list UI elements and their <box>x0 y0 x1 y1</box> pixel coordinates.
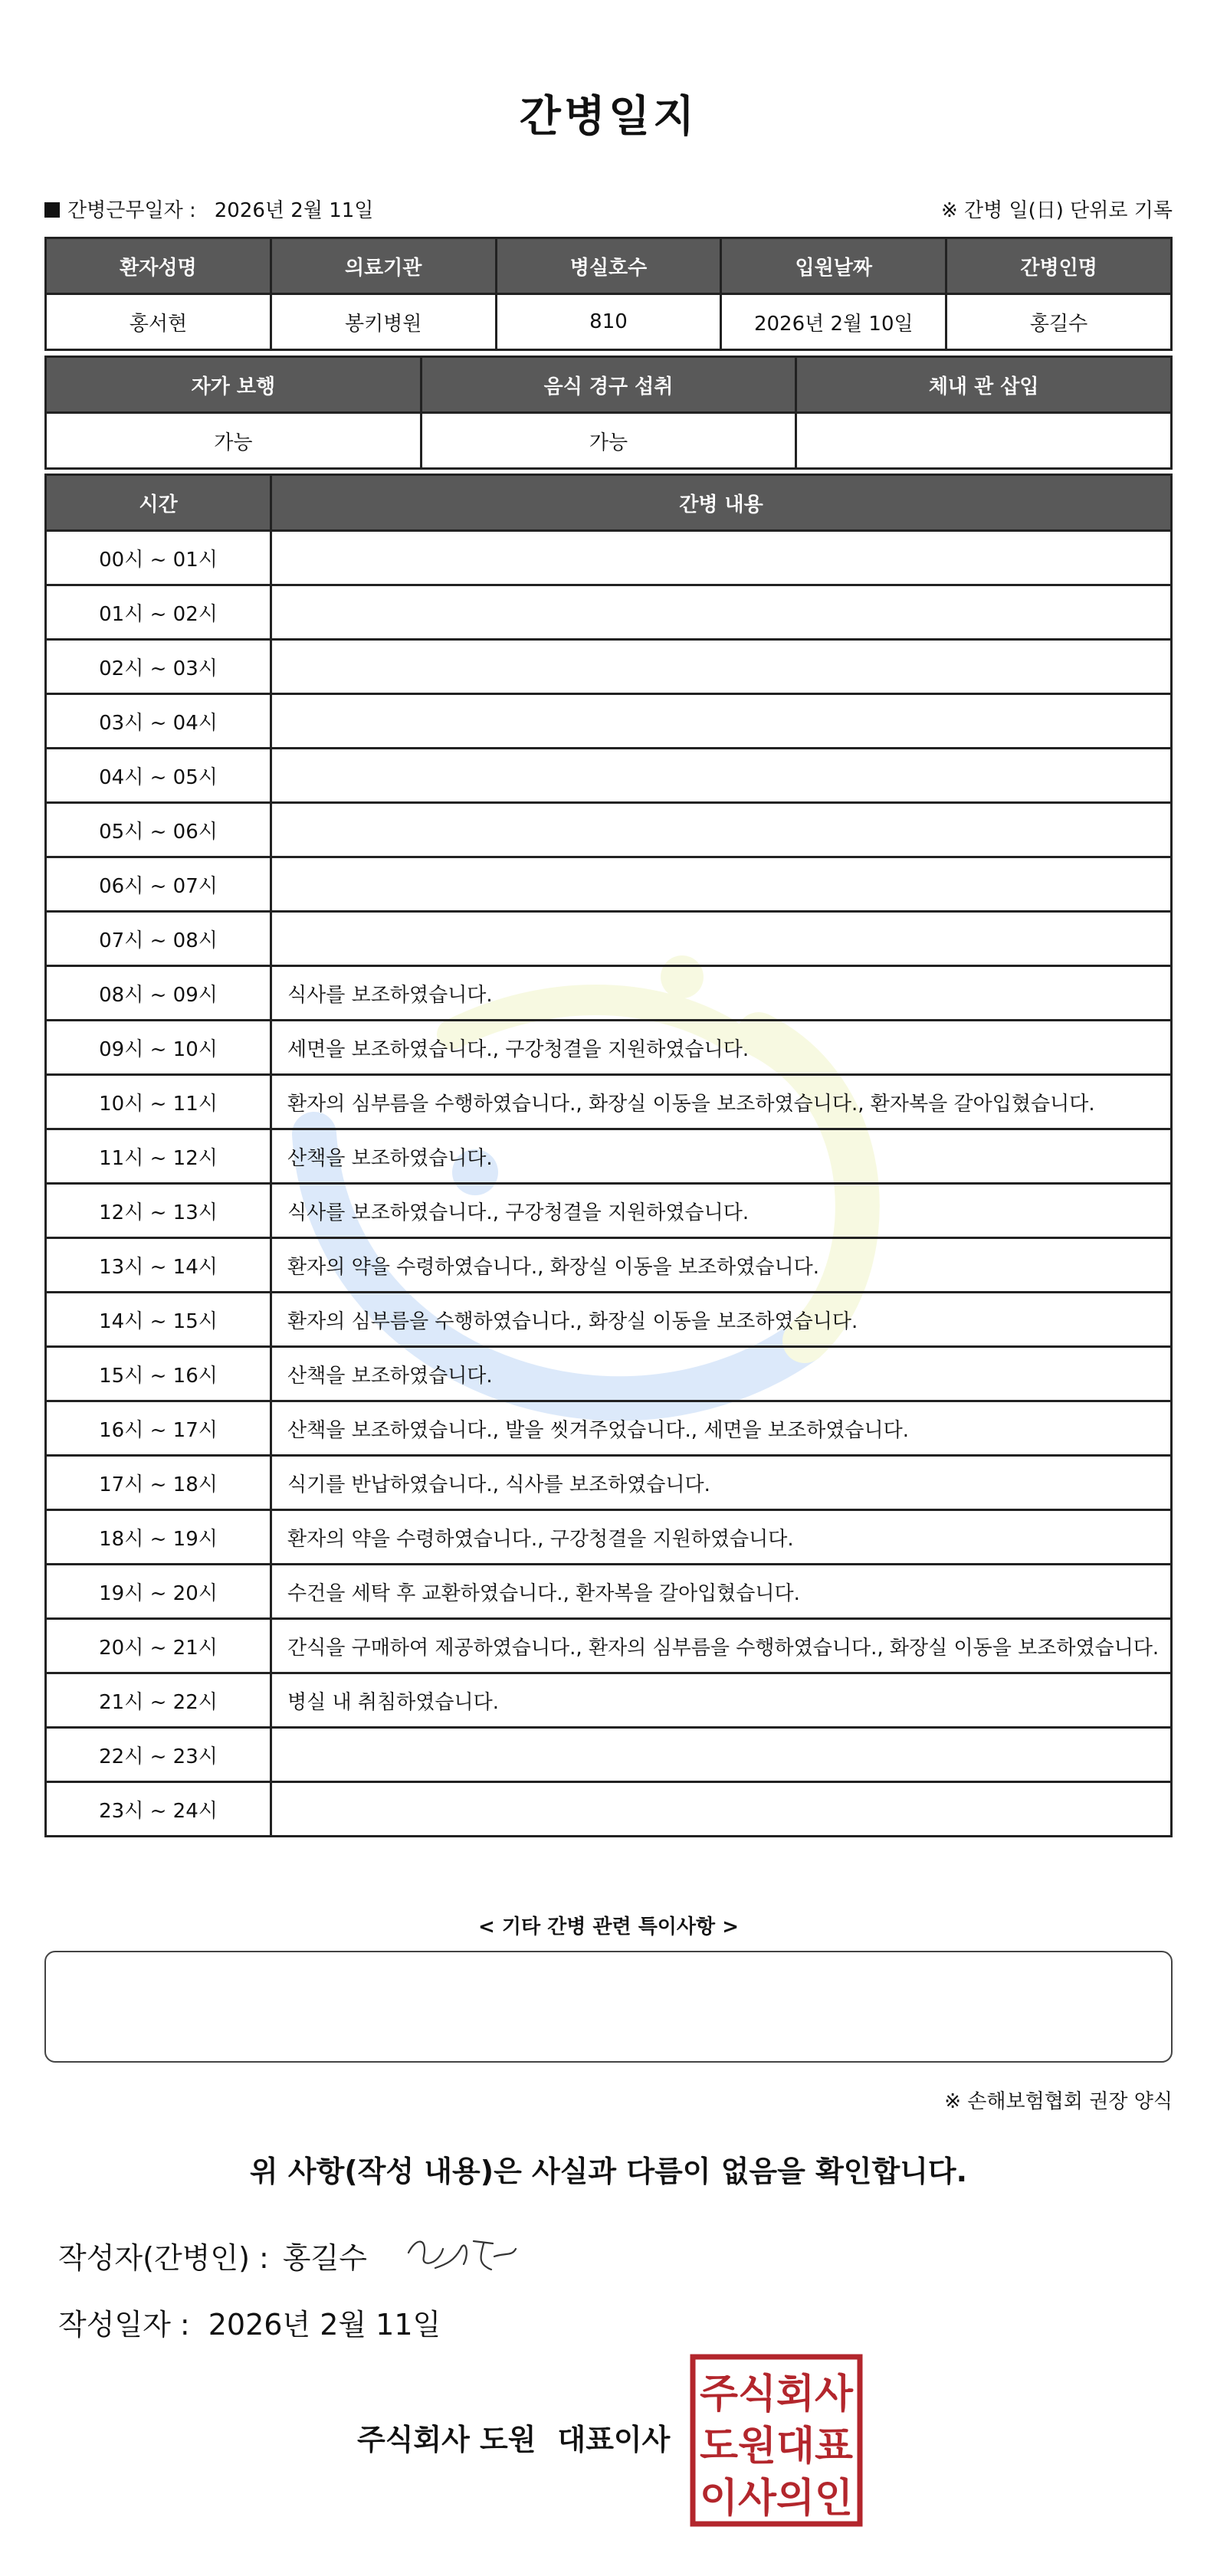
care-log-content: 간식을 구매하여 제공하였습니다., 환자의 심부름을 수행하였습니다., 화장실 이동을 보조하였습니다. <box>271 1619 1172 1673</box>
writer-label: 작성자(간병인) : <box>58 2241 269 2275</box>
care-log-time: 20시 ~ 21시 <box>46 1619 271 1673</box>
care-log-content: 환자의 심부름을 수행하였습니다., 화장실 이동을 보조하였습니다., 환자복을 갈아입혔습니다. <box>271 1075 1172 1129</box>
care-log-row <box>46 912 1172 966</box>
care-log-time: 18시 ~ 19시 <box>46 1510 271 1565</box>
writer-name: 홍길수 <box>282 2241 367 2275</box>
special-notes-box <box>44 1951 1173 2063</box>
care-log-time: 23시 ~ 24시 <box>46 1782 271 1837</box>
care-log-row <box>46 1401 1172 1456</box>
confirmation-statement: 위 사항(작성 내용)은 사실과 다름이 없음을 확인합니다. <box>249 2155 968 2188</box>
care-log-time: 09시 ~ 10시 <box>46 1021 271 1075</box>
header-care-content: 간병 내용 <box>271 475 1172 531</box>
written-date-label: 작성일자 : <box>58 2308 190 2342</box>
patient-status-header-row <box>46 357 1172 413</box>
care-log-row <box>46 531 1172 585</box>
care-log-content <box>271 857 1172 912</box>
record-unit-note: ※ 간병 일(日) 단위로 기록 <box>940 199 1173 222</box>
company-seal-stamp <box>688 2352 864 2528</box>
header-time: 시간 <box>46 475 271 531</box>
walking-status: 가능 <box>46 413 422 469</box>
written-date-line <box>58 2301 441 2343</box>
care-log-row <box>46 640 1172 694</box>
care-log-time: 14시 ~ 15시 <box>46 1293 271 1347</box>
care-log-time: 12시 ~ 13시 <box>46 1184 271 1238</box>
care-log-time: 03시 ~ 04시 <box>46 694 271 749</box>
care-log-content: 산책을 보조하였습니다. <box>271 1129 1172 1184</box>
care-log-content <box>271 803 1172 857</box>
care-log-time: 01시 ~ 02시 <box>46 585 271 640</box>
care-log-content <box>271 1728 1172 1782</box>
handwritten-signature <box>401 2222 523 2283</box>
care-log-time: 21시 ~ 22시 <box>46 1673 271 1728</box>
company-name: 주식회사 도원 <box>357 2423 536 2456</box>
care-log-time: 04시 ~ 05시 <box>46 749 271 803</box>
care-log-time: 10시 ~ 11시 <box>46 1075 271 1129</box>
header-patient-name: 환자성명 <box>46 238 271 294</box>
care-log-content <box>271 585 1172 640</box>
work-date-label: 간병근무일자 : <box>67 199 196 222</box>
special-notes-title: < 기타 간병 관련 특이사항 > <box>478 1916 739 1939</box>
care-log-row <box>46 803 1172 857</box>
patient-status-value-row <box>46 413 1172 469</box>
care-log-row <box>46 694 1172 749</box>
seal-row-2: 도원대표 <box>700 2424 853 2469</box>
care-log-time: 05시 ~ 06시 <box>46 803 271 857</box>
writer-line <box>58 2234 367 2276</box>
care-log-content <box>271 694 1172 749</box>
care-log-content <box>271 640 1172 694</box>
header-tube-insertion: 체내 관 삽입 <box>796 357 1172 413</box>
care-log-row <box>46 749 1172 803</box>
care-log-row <box>46 1565 1172 1619</box>
care-log-content: 환자의 약을 수령하였습니다., 화장실 이동을 보조하였습니다. <box>271 1238 1172 1293</box>
recommended-form-note: ※ 손해보험협회 권장 양식 <box>944 2090 1173 2113</box>
seal-row-3: 이사의인 <box>700 2476 853 2522</box>
seal-row-1: 주식회사 <box>700 2371 854 2417</box>
care-log-row <box>46 1184 1172 1238</box>
care-log-content: 식사를 보조하였습니다., 구강청결을 지원하였습니다. <box>271 1184 1172 1238</box>
hospital-name: 봉키병원 <box>271 294 496 350</box>
care-log-time: 07시 ~ 08시 <box>46 912 271 966</box>
care-log-content <box>271 912 1172 966</box>
square-bullet-icon <box>44 202 60 218</box>
care-log-time: 15시 ~ 16시 <box>46 1347 271 1401</box>
care-log-row <box>46 1673 1172 1728</box>
company-line <box>357 2416 670 2458</box>
care-log-row <box>46 1347 1172 1401</box>
care-log-row <box>46 1510 1172 1565</box>
care-log-time: 06시 ~ 07시 <box>46 857 271 912</box>
care-log-content: 식기를 반납하였습니다., 식사를 보조하였습니다. <box>271 1456 1172 1510</box>
header-oral-intake: 음식 경구 섭취 <box>421 357 796 413</box>
room-number: 810 <box>496 294 721 350</box>
care-log-time: 08시 ~ 09시 <box>46 966 271 1021</box>
care-log-content: 산책을 보조하였습니다. <box>271 1347 1172 1401</box>
tube-insertion-status <box>796 413 1172 469</box>
care-log-content: 환자의 약을 수령하였습니다., 구강청결을 지원하였습니다. <box>271 1510 1172 1565</box>
written-date-value: 2026년 2월 11일 <box>208 2308 441 2342</box>
patient-name: 홍서현 <box>46 294 271 350</box>
care-log-row <box>46 1782 1172 1837</box>
care-log-row <box>46 1728 1172 1782</box>
patient-info-table <box>44 237 1173 351</box>
header-walking: 자가 보행 <box>46 357 422 413</box>
care-log-content: 식사를 보조하였습니다. <box>271 966 1172 1021</box>
patient-info-value-row <box>46 294 1172 350</box>
work-date-block <box>44 195 373 223</box>
header-hospital: 의료기관 <box>271 238 496 294</box>
care-log-time: 02시 ~ 03시 <box>46 640 271 694</box>
caregiver-name: 홍길수 <box>946 294 1172 350</box>
care-log-row <box>46 1075 1172 1129</box>
care-log-row <box>46 585 1172 640</box>
header-caregiver-name: 간병인명 <box>946 238 1172 294</box>
care-log-content: 산책을 보조하였습니다., 발을 씻겨주었습니다., 세면을 보조하였습니다. <box>271 1401 1172 1456</box>
care-log-time: 22시 ~ 23시 <box>46 1728 271 1782</box>
care-log-row <box>46 1293 1172 1347</box>
care-log-row <box>46 1238 1172 1293</box>
care-log-time: 17시 ~ 18시 <box>46 1456 271 1510</box>
care-log-time: 00시 ~ 01시 <box>46 531 271 585</box>
header-room-number: 병실호수 <box>496 238 721 294</box>
care-log-time: 16시 ~ 17시 <box>46 1401 271 1456</box>
meta-row <box>44 195 1173 225</box>
patient-status-table <box>44 356 1173 470</box>
care-log-content: 병실 내 취침하였습니다. <box>271 1673 1172 1728</box>
care-log-row <box>46 1456 1172 1510</box>
care-log-time: 11시 ~ 12시 <box>46 1129 271 1184</box>
work-date-value: 2026년 2월 11일 <box>214 199 374 222</box>
care-log-content: 수건을 세탁 후 교환하였습니다., 환자복을 갈아입혔습니다. <box>271 1565 1172 1619</box>
admission-date: 2026년 2월 10일 <box>721 294 946 350</box>
document-title: 간병일지 <box>519 92 698 142</box>
care-log-time: 13시 ~ 14시 <box>46 1238 271 1293</box>
patient-info-header-row <box>46 238 1172 294</box>
care-log-content <box>271 1782 1172 1837</box>
care-log-time: 19시 ~ 20시 <box>46 1565 271 1619</box>
care-log-table <box>44 474 1173 1837</box>
care-log-row <box>46 1021 1172 1075</box>
care-log-row <box>46 857 1172 912</box>
care-log-content: 환자의 심부름을 수행하였습니다., 화장실 이동을 보조하였습니다. <box>271 1293 1172 1347</box>
care-log-row <box>46 1129 1172 1184</box>
care-log-row <box>46 966 1172 1021</box>
oral-intake-status: 가능 <box>421 413 796 469</box>
care-log-row <box>46 1619 1172 1673</box>
care-log-content <box>271 531 1172 585</box>
care-log-content <box>271 749 1172 803</box>
care-log-content: 세면을 보조하였습니다., 구강청결을 지원하였습니다. <box>271 1021 1172 1075</box>
header-admission-date: 입원날짜 <box>721 238 946 294</box>
representative-title: 대표이사 <box>557 2423 671 2456</box>
care-log-header-row <box>46 475 1172 531</box>
